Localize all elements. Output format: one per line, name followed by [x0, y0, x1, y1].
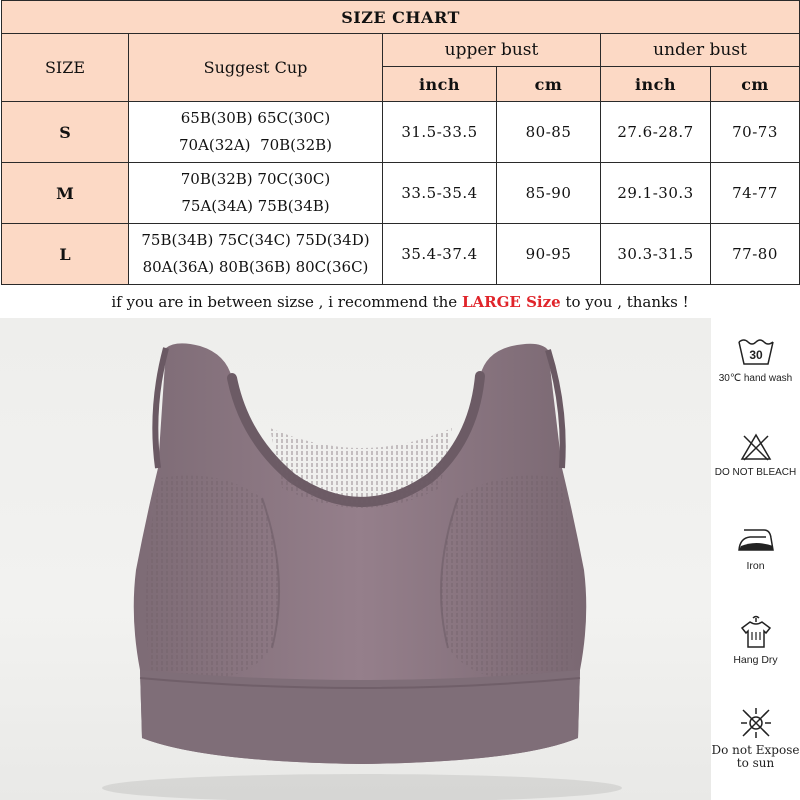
cup-line: 75A(34A) 75B(34B) [181, 197, 330, 215]
no-bleach-icon [739, 432, 773, 462]
wash-temperature: 30 [748, 348, 763, 362]
under-inch-value: 30.3-31.5 [601, 224, 711, 285]
upper-cm-value: 90-95 [497, 224, 601, 285]
hang-dry-label: Hang Dry [733, 654, 778, 666]
under-cm-value: 70-73 [711, 102, 800, 163]
care-item-no-sun [711, 706, 800, 770]
garment-rib-panel-left [146, 476, 279, 679]
no-sun-label-line: to sun [736, 756, 775, 770]
table-row [2, 224, 800, 285]
garment-rib-panel-right [441, 476, 574, 679]
iron-icon [736, 524, 776, 556]
upper-cm-value: 80-85 [497, 102, 601, 163]
care-item-no-bleach [711, 432, 800, 479]
cup-cell [129, 163, 383, 224]
upper-inch-value: 33.5-35.4 [383, 163, 497, 224]
cup-line: 80A(36A) 80B(36B) 80C(36C) [142, 258, 369, 276]
suggest-cup-column-header: Suggest Cup [129, 34, 383, 102]
under-cm-value: 77-80 [711, 224, 800, 285]
under-cm-value: 74-77 [711, 163, 800, 224]
no-sun-label-line: Do not Expose [711, 743, 800, 757]
garment-shadow [102, 774, 622, 800]
product-photo [0, 318, 711, 800]
sports-bra-illustration [0, 318, 711, 800]
under-inch-value: 29.1-30.3 [601, 163, 711, 224]
note-text: if you are in between sizse , i recommend the [111, 293, 462, 311]
upper-cm-value: 85-90 [497, 163, 601, 224]
upper-cm-header: cm [497, 67, 601, 102]
upper-bust-header: upper bust [383, 34, 601, 67]
note-highlight: LARGE Size [461, 293, 561, 311]
care-item-iron [711, 524, 800, 573]
note-text: to you , thanks ! [560, 293, 689, 311]
care-item-hand-wash [711, 336, 800, 385]
no-sun-icon [739, 706, 773, 740]
no-bleach-label: DO NOT BLEACH [714, 467, 797, 478]
hand-wash-icon [736, 336, 776, 368]
upper-inch-header: inch [383, 67, 497, 102]
under-cm-header: cm [711, 67, 800, 102]
under-inch-header: inch [601, 67, 711, 102]
size-label: M [2, 163, 129, 224]
size-chart [0, 0, 800, 318]
size-label: L [2, 224, 129, 285]
care-item-hang-dry [711, 614, 800, 667]
under-inch-value: 27.6-28.7 [601, 102, 711, 163]
table-row [2, 102, 800, 163]
cup-line: 70B(32B) 70C(30C) [180, 170, 331, 188]
cup-line: 75B(34B) 75C(34C) 75D(34D) [141, 231, 370, 249]
size-label: S [2, 102, 129, 163]
under-bust-header: under bust [601, 34, 800, 67]
size-recommendation-note [0, 288, 800, 316]
iron-label: Iron [746, 560, 765, 572]
upper-inch-value: 31.5-33.5 [383, 102, 497, 163]
cup-cell [129, 102, 383, 163]
no-sun-label [711, 744, 800, 770]
care-instructions [711, 318, 800, 800]
cup-cell [129, 224, 383, 285]
cup-line: 65B(30B) 65C(30C) [180, 109, 331, 127]
size-chart-title: SIZE CHART [2, 1, 800, 34]
cup-line: 70A(32A) 70B(32B) [178, 136, 332, 154]
size-column-header: SIZE [2, 34, 129, 102]
hang-dry-icon [738, 614, 774, 650]
table-row [2, 163, 800, 224]
upper-inch-value: 35.4-37.4 [383, 224, 497, 285]
size-table [1, 0, 800, 285]
hand-wash-label: 30℃ hand wash [718, 373, 793, 384]
